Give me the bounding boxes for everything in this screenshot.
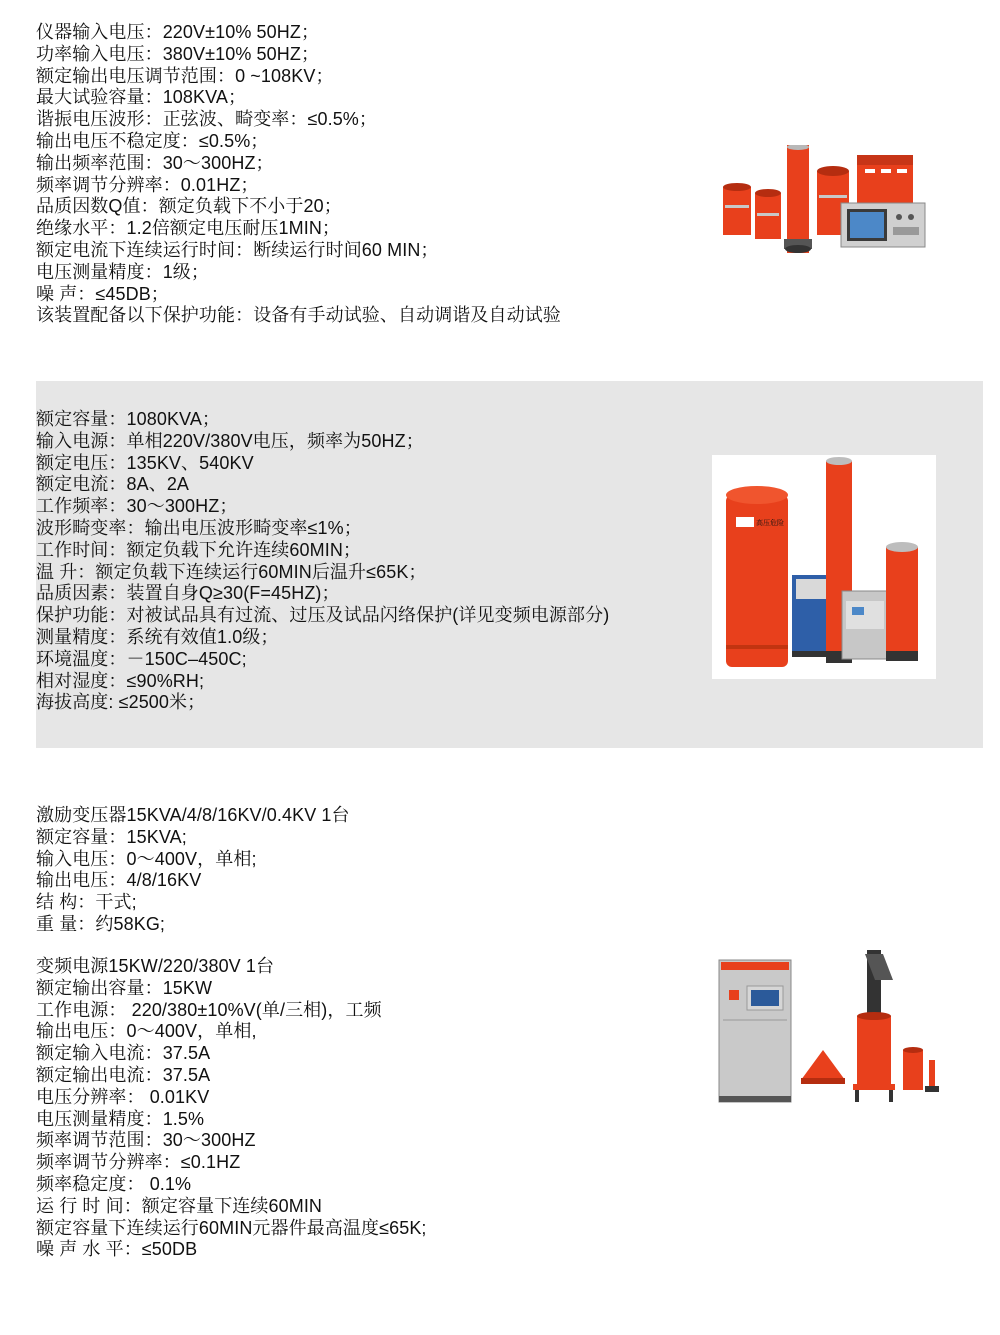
spec-line: 噪 声 水 平：≤50DB (36, 1239, 198, 1260)
spec-line: 品质因数Q值：额定负载下不小于20； (36, 196, 342, 217)
spec-line: 功率输入电压：380V±10% 50HZ； (36, 43, 320, 64)
spec-list-3a (36, 805, 350, 936)
spec-line: 频率稳定度： 0.1% (36, 1173, 192, 1194)
spec-line: 额定电流：8A、2A (36, 474, 190, 495)
spec-line: 结 构：干式; (36, 892, 137, 913)
spec-line: 额定输入电流：37.5A (36, 1043, 211, 1064)
spec-line: 相对湿度：≤90%RH; (36, 670, 205, 691)
spec-line: 绝缘水平：1.2倍额定电压耐压1MIN； (36, 218, 341, 239)
spec-line: 输出电压：0～400V，单相, (36, 1021, 257, 1042)
warning-label: 高压危险 (756, 519, 784, 527)
spec-line: 温 升：额定负载下连续运行60MIN后温升≤65K； (36, 561, 427, 582)
equipment-illustration-1 (721, 145, 949, 257)
spec-section-2 (36, 381, 983, 748)
spec-line: 额定容量：1080KVA； (36, 409, 221, 429)
spec-line: 输入电源：单相220V/380V电压，频率为50HZ； (36, 430, 424, 451)
spec-line: 最大试验容量：108KVA； (36, 87, 247, 108)
spec-line: 输出电压不稳定度：≤0.5%； (36, 130, 269, 151)
spec-line: 额定输出电压调节范围：0 ~108KV； (36, 65, 334, 86)
spec-line: 激励变压器15KVA/4/8/16KV/0.4KV 1台 (36, 805, 350, 825)
spec-line: 该装置配备以下保护功能：设备有手动试验、自动调谐及自动试验 (36, 305, 561, 326)
spec-line: 重 量：约58KG; (36, 913, 166, 934)
spec-line: 测量精度：系统有效值1.0级； (36, 626, 279, 647)
spec-line: 工作电源： 220/380±10%V(单/三相)，工频 (36, 999, 382, 1020)
spec-section-3 (36, 795, 983, 1275)
spec-line: 频率调节范围：30～300HZ (36, 1130, 256, 1151)
spec-line: 额定容量：15KVA; (36, 826, 187, 847)
spec-line: 频率调节分辨率：0.01HZ； (36, 174, 259, 195)
spec-line: 电压测量精度：1.5% (36, 1108, 205, 1129)
spec-line: 频率调节分辨率：≤0.1HZ (36, 1152, 241, 1173)
spec-line: 环境温度：－150C–450C; (36, 648, 247, 669)
variable-frequency-source-photo (717, 950, 941, 1108)
spec-line: 仪器输入电压：220V±10% 50HZ； (36, 22, 320, 42)
spec-line: 额定输出电流：37.5A (36, 1064, 211, 1085)
high-voltage-reactor-set-photo (712, 455, 936, 679)
spec-line: 输入电压：0～400V，单相; (36, 848, 257, 869)
equipment-illustration-2 (712, 455, 936, 679)
spec-line: 电压测量精度：1级； (36, 261, 210, 282)
spec-line: 品质因素：装置自身Q≥30(F=45HZ)； (36, 583, 340, 604)
spec-list-2 (36, 409, 609, 714)
spec-line: 额定容量下连续运行60MIN元器件最高温度≤65K; (36, 1217, 427, 1238)
spec-line: 额定电压：135KV、540KV (36, 452, 254, 473)
spec-line: 额定输出容量：15KW (36, 977, 213, 998)
spec-line: 电压分辨率： 0.01KV (36, 1086, 210, 1107)
spec-line: 变频电源15KW/220/380V 1台 (36, 956, 275, 976)
spec-line: 工作频率：30～300HZ； (36, 496, 238, 517)
resonance-test-set-photo (721, 145, 949, 257)
spec-line: 保护功能：对被试品具有过流、过压及试品闪络保护(详见变频电源部分) (36, 605, 610, 626)
spec-line: 谐振电压波形：正弦波、畸变率：≤0.5%； (36, 109, 378, 130)
spec-list-3b (36, 956, 427, 1261)
spec-line: 噪 声：≤45DB； (36, 283, 169, 304)
spec-line: 海拔高度: ≤2500米； (36, 692, 206, 713)
spec-line: 运 行 时 间：额定容量下连续60MIN (36, 1195, 323, 1216)
spec-section-1 (36, 0, 983, 330)
spec-line: 工作时间：额定负载下允许连续60MIN； (36, 539, 362, 560)
spec-line: 额定电流下连续运行时间：断续运行时间60 MIN； (36, 239, 439, 260)
spec-line: 输出频率范围：30～300HZ； (36, 152, 274, 173)
spec-line: 波形畸变率：输出电压波形畸变率≤1%； (36, 517, 362, 538)
spec-line: 输出电压：4/8/16KV (36, 870, 202, 891)
spec-list-1 (36, 22, 561, 327)
equipment-illustration-3 (717, 950, 941, 1108)
